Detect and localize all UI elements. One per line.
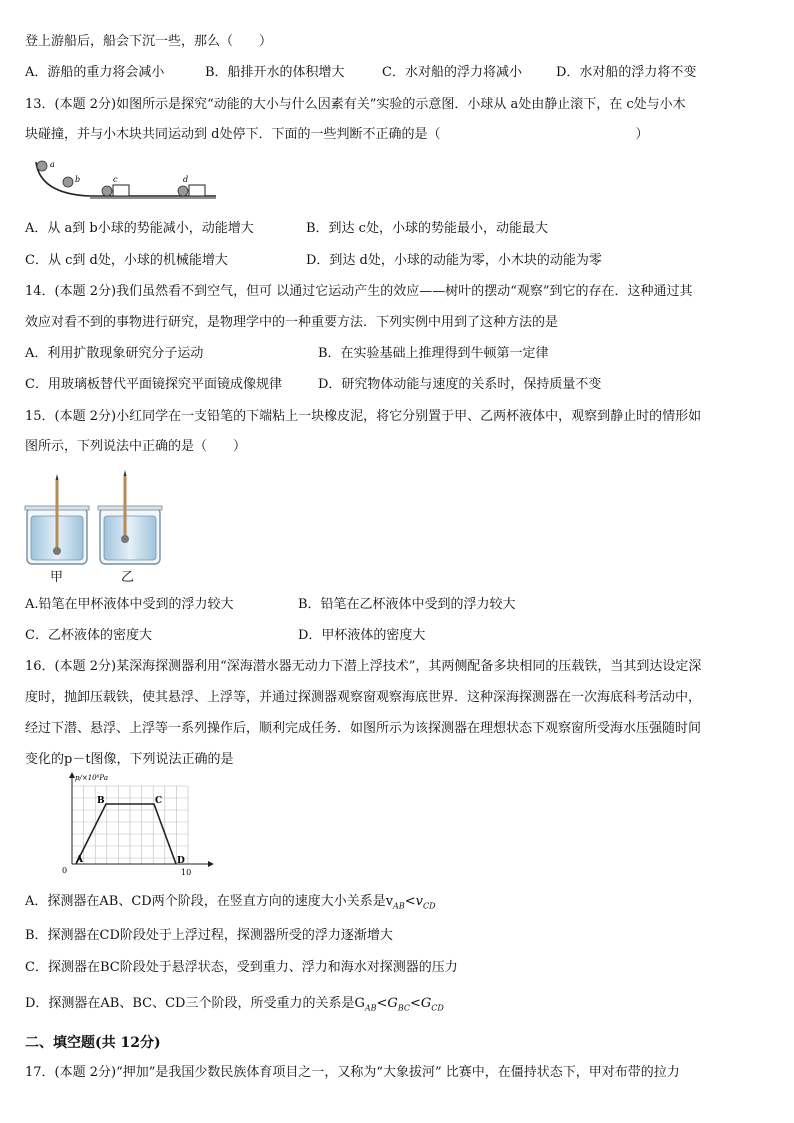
q14-option-c: C．用玻璃板替代平面镜探究平面镜成像规律 xyxy=(25,377,282,392)
q12-option-b: B．船排开水的体积增大 xyxy=(205,65,345,80)
q13-option-d: D．到达 d处，小球的动能为零，小木块的动能为零 xyxy=(306,253,602,268)
q15-stem-line1: 15．(本题 2分)小红同学在一支铅笔的下端粘上一块橡皮泥，将它分别置于甲、乙两杯液体中，观察到静止时的情形如 xyxy=(25,409,702,424)
q16-stem-line1: 16．(本题 2分)某深海探测器利用“深海潜水器无动力下潜上浮技术”，其两侧配备多块相同的压载铁，当其到达设定深 xyxy=(25,659,702,674)
q15-option-d: D．甲杯液体的密度大 xyxy=(298,628,426,643)
q14-option-a: A．利用扩散现象研究分子运动 xyxy=(25,346,204,361)
label-d: d xyxy=(183,175,189,184)
q14-option-d: D．研究物体动能与速度的关系时，保持质量不变 xyxy=(318,377,602,392)
q13-option-a: A．从 a到 b小球的势能减小，动能增大 xyxy=(25,221,254,236)
q16-stem-line4: 变化的p－t图像，下列说法正确的是 xyxy=(25,752,234,767)
point-b: B xyxy=(97,796,105,806)
q16-stem-line3: 经过下潜、悬浮、上浮等一系列操作后，顺利完成任务．如图所示为该探测器在理想状态下观察窗所受海水压强随时间 xyxy=(25,721,702,736)
q12-option-d: D．水对船的浮力将不变 xyxy=(556,65,697,80)
q12-option-c: C．水对船的浮力将减小 xyxy=(382,65,522,80)
beaker-label-yi: 乙 xyxy=(121,570,135,585)
beaker-yi xyxy=(98,470,162,564)
q17-stem-line1: 17．(本题 2分)“押加”是我国少数民族体育项目之一，又称为“大象拔河” 比赛中，在僵持状态下，甲对布带的拉力 xyxy=(25,1065,680,1080)
q14-stem-line2: 效应对看不到的事物进行研究，是物理学中的一种重要方法．下列实例中用到了这种方法的是 xyxy=(25,315,559,330)
q15-option-a: A.铅笔在甲杯液体中受到的浮力较大 xyxy=(25,597,234,612)
q16-option-b: B．探测器在CD阶段处于上浮过程，探测器所受的浮力逐渐增大 xyxy=(25,928,393,943)
q12-option-a: A．游船的重力将会减小 xyxy=(25,65,165,80)
label-b: b xyxy=(75,175,81,184)
q15-stem-line2: 图所示，下列说法中正确的是（ ） xyxy=(25,439,247,454)
q16-pressure-time-graph xyxy=(58,772,238,880)
q13-option-c: C．从 c到 d处，小球的机械能增大 xyxy=(25,253,228,268)
ball-d xyxy=(178,186,188,196)
point-d: D xyxy=(177,856,185,866)
q12-stem: 登上游船后，船会下沉一些，那么（ ） xyxy=(25,34,273,49)
q16-stem-line2: 度时，抛卸压载铁，使其悬浮、上浮等，并通过探测器观察窗观察海底世界．这种深海探测器在一次海底科考活动中， xyxy=(25,690,702,705)
beaker-jia xyxy=(25,474,89,564)
q15-beakers-figure xyxy=(22,470,172,582)
label-a: a xyxy=(50,160,55,169)
ball-c xyxy=(102,186,112,196)
block-d xyxy=(189,185,205,196)
q15-option-c: C．乙杯液体的密度大 xyxy=(25,628,152,643)
ball-b xyxy=(63,177,73,187)
q13-stem-line1: 13．(本题 2分)如图所示是探究“动能的大小与什么因素有关”实验的示意图．小球从 a处由静止滚下，在 c处与小木 xyxy=(25,97,686,112)
q15-option-b: B．铅笔在乙杯液体中受到的浮力较大 xyxy=(298,597,516,612)
q14-option-b: B．在实验基础上推理得到牛顿第一定律 xyxy=(318,346,549,361)
beaker-label-jia: 甲 xyxy=(50,570,64,585)
point-c: C xyxy=(155,796,163,806)
q13-ramp-figure xyxy=(30,158,220,204)
q14-stem-line1: 14．(本题 2分)我们虽然看不到空气，但可 以通过它运动产生的效应——树叶的摆动“观察”到它的存在．这种通过其 xyxy=(25,284,693,299)
label-c: c xyxy=(113,175,118,184)
q13-stem-line2: 块碰撞，并与小木块共同运动到 d处停下．下面的一些判断不正确的是（ ） xyxy=(25,127,649,142)
section-2-heading: 二、填空题(共 12分) xyxy=(25,1035,161,1051)
ball-a xyxy=(37,161,47,171)
graph-ylabel: p/×10⁶Pa xyxy=(75,774,108,782)
q16-option-c: C．探测器在BC阶段处于悬浮状态，受到重力、浮力和海水对探测器的压力 xyxy=(25,960,458,975)
point-a: A xyxy=(76,855,83,865)
block-c xyxy=(113,185,129,196)
graph-xtick: 10 xyxy=(181,868,192,877)
q16-option-d: D．探测器在AB、BC、CD三个阶段，所受重力的关系是$G_{AB}<G_{BC}<G_{CD}$ xyxy=(25,996,444,1013)
graph-origin: 0 xyxy=(62,866,68,875)
q16-option-a: A．探测器在AB、CD两个阶段，在竖直方向的速度大小关系是$v_{AB}<v_{CD}$ xyxy=(25,894,436,911)
q13-option-b: B．到达 c处，小球的势能最小，动能最大 xyxy=(306,221,548,236)
